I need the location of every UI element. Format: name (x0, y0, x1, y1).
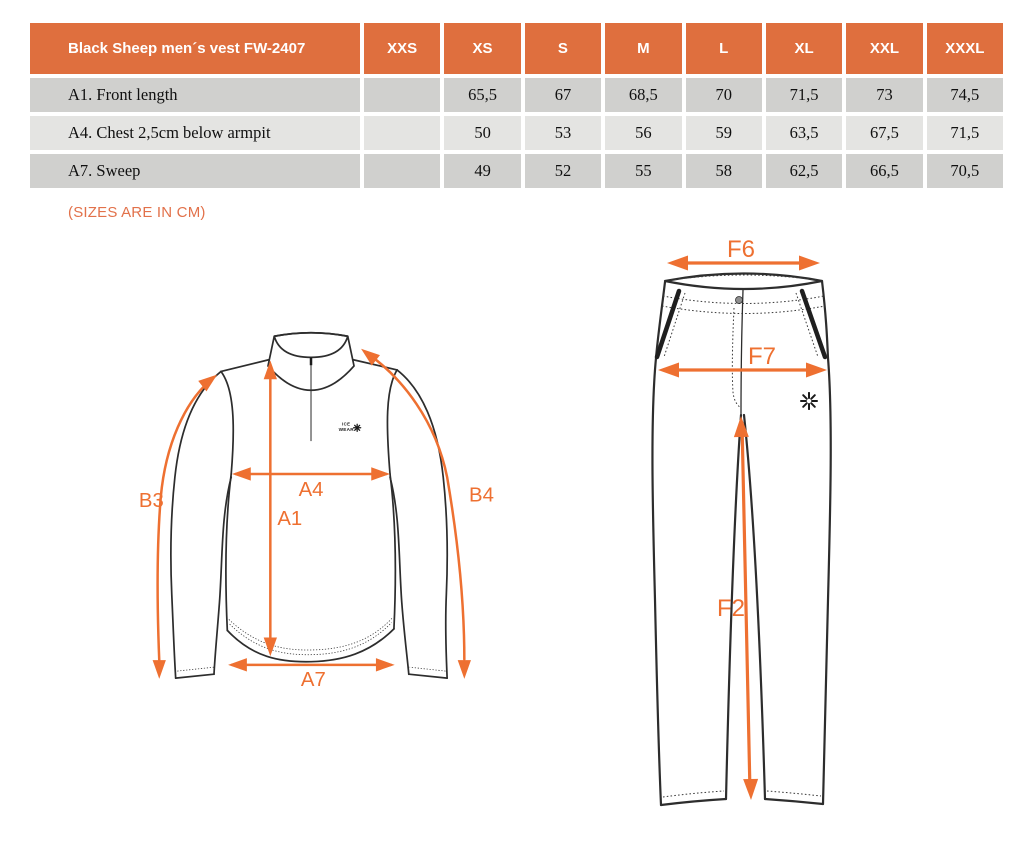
sizes-in-cm-note: (SIZES ARE IN CM) (68, 204, 206, 221)
value-cell: 56 (605, 116, 681, 150)
value-cell: 70 (686, 78, 762, 112)
size-header-l: L (686, 23, 762, 74)
measure-a4-arrow (232, 467, 390, 501)
value-cell: 74,5 (927, 78, 1003, 112)
value-cell: 71,5 (766, 78, 842, 112)
measure-b3-arrow (139, 369, 221, 679)
table-row-front-length (30, 78, 1003, 112)
pants-left-hem (661, 799, 726, 805)
shirt-collar-inner (274, 333, 348, 358)
size-header-m: M (605, 23, 681, 74)
svg-text:A1: A1 (277, 507, 303, 530)
table-row-sweep (30, 154, 1003, 188)
size-header-xxl: XXL (846, 23, 922, 74)
measure-a7-arrow (228, 658, 395, 691)
pants-fly-stitch (732, 308, 741, 408)
value-cell: 70,5 (927, 154, 1003, 188)
svg-text:F2: F2 (716, 595, 745, 622)
pants-waist-opening (665, 274, 822, 290)
shirt-left-raglan-seam (221, 371, 233, 473)
pants-right-pocket (802, 291, 825, 357)
pants-button (736, 297, 743, 304)
size-header-s: S (525, 23, 601, 74)
pants-snowflake-icon (801, 393, 817, 409)
value-cell (364, 154, 440, 188)
svg-text:B4: B4 (469, 484, 494, 507)
table-title: Black Sheep men´s vest FW-2407 (30, 23, 360, 74)
value-cell: 62,5 (766, 154, 842, 188)
shirt-technical-drawing (135, 250, 620, 755)
measure-a1-arrow (264, 361, 303, 657)
value-cell: 59 (686, 116, 762, 150)
value-cell (364, 116, 440, 150)
value-cell: 71,5 (927, 116, 1003, 150)
shirt-left-cuff (176, 674, 214, 678)
svg-text:B3: B3 (138, 489, 164, 512)
icewear-logo (339, 421, 361, 431)
value-cell: 49 (444, 154, 520, 188)
value-cell: 65,5 (444, 78, 520, 112)
shirt-right-raglan-seam (387, 370, 397, 474)
svg-text:A7: A7 (300, 668, 326, 691)
pants-technical-drawing (628, 238, 863, 823)
svg-text:A4: A4 (298, 478, 324, 501)
value-cell: 50 (444, 116, 520, 150)
shirt-right-shoulder-seam (353, 360, 397, 370)
shirt-right-cuff-stitch (410, 667, 446, 671)
value-cell: 53 (525, 116, 601, 150)
row-label: A1. Front length (30, 78, 360, 112)
row-label: A4. Chest 2,5cm below armpit (30, 116, 360, 150)
measure-b4-arrow (357, 344, 494, 679)
pants-right-outer (822, 281, 831, 804)
value-cell: 68,5 (605, 78, 681, 112)
value-cell: 52 (525, 154, 601, 188)
svg-text:F6: F6 (726, 238, 756, 263)
svg-text:WEAR: WEAR (338, 426, 354, 432)
measure-f7-arrow (658, 343, 827, 378)
value-cell: 67,5 (846, 116, 922, 150)
svg-text:F7: F7 (747, 343, 777, 370)
value-cell: 73 (846, 78, 922, 112)
size-table-header-row (30, 23, 1003, 74)
value-cell: 58 (686, 154, 762, 188)
value-cell (364, 78, 440, 112)
value-cell: 66,5 (846, 154, 922, 188)
svg-text:ICE: ICE (342, 421, 351, 427)
row-label: A7. Sweep (30, 154, 360, 188)
shirt-left-cuff-stitch (177, 667, 214, 671)
value-cell: 55 (605, 154, 681, 188)
pants-left-hem-stitch (663, 791, 724, 797)
measure-f6-arrow (667, 238, 820, 271)
size-header-xxxl: XXXL (927, 23, 1003, 74)
size-header-xl: XL (766, 23, 842, 74)
shirt-hem (227, 629, 394, 662)
shirt-left-shoulder-seam (221, 360, 269, 372)
pants-right-hem-stitch (767, 791, 821, 796)
logo-snowflake-icon (354, 424, 361, 431)
size-header-xxs: XXS (364, 23, 440, 74)
pants-waistband-stitch (663, 296, 824, 304)
shirt-right-cuff (409, 674, 447, 678)
shirt-hem-stitch (229, 618, 392, 650)
size-table (30, 23, 1003, 192)
pants-fly-seam (741, 290, 743, 414)
value-cell: 63,5 (766, 116, 842, 150)
table-row-chest (30, 116, 1003, 150)
pants-left-outer (652, 282, 665, 805)
value-cell: 67 (525, 78, 601, 112)
pants-waistband-stitch (662, 306, 825, 314)
pants-right-hem (765, 799, 823, 804)
shirt-left-sleeve-outer (171, 371, 221, 678)
size-header-xs: XS (444, 23, 520, 74)
